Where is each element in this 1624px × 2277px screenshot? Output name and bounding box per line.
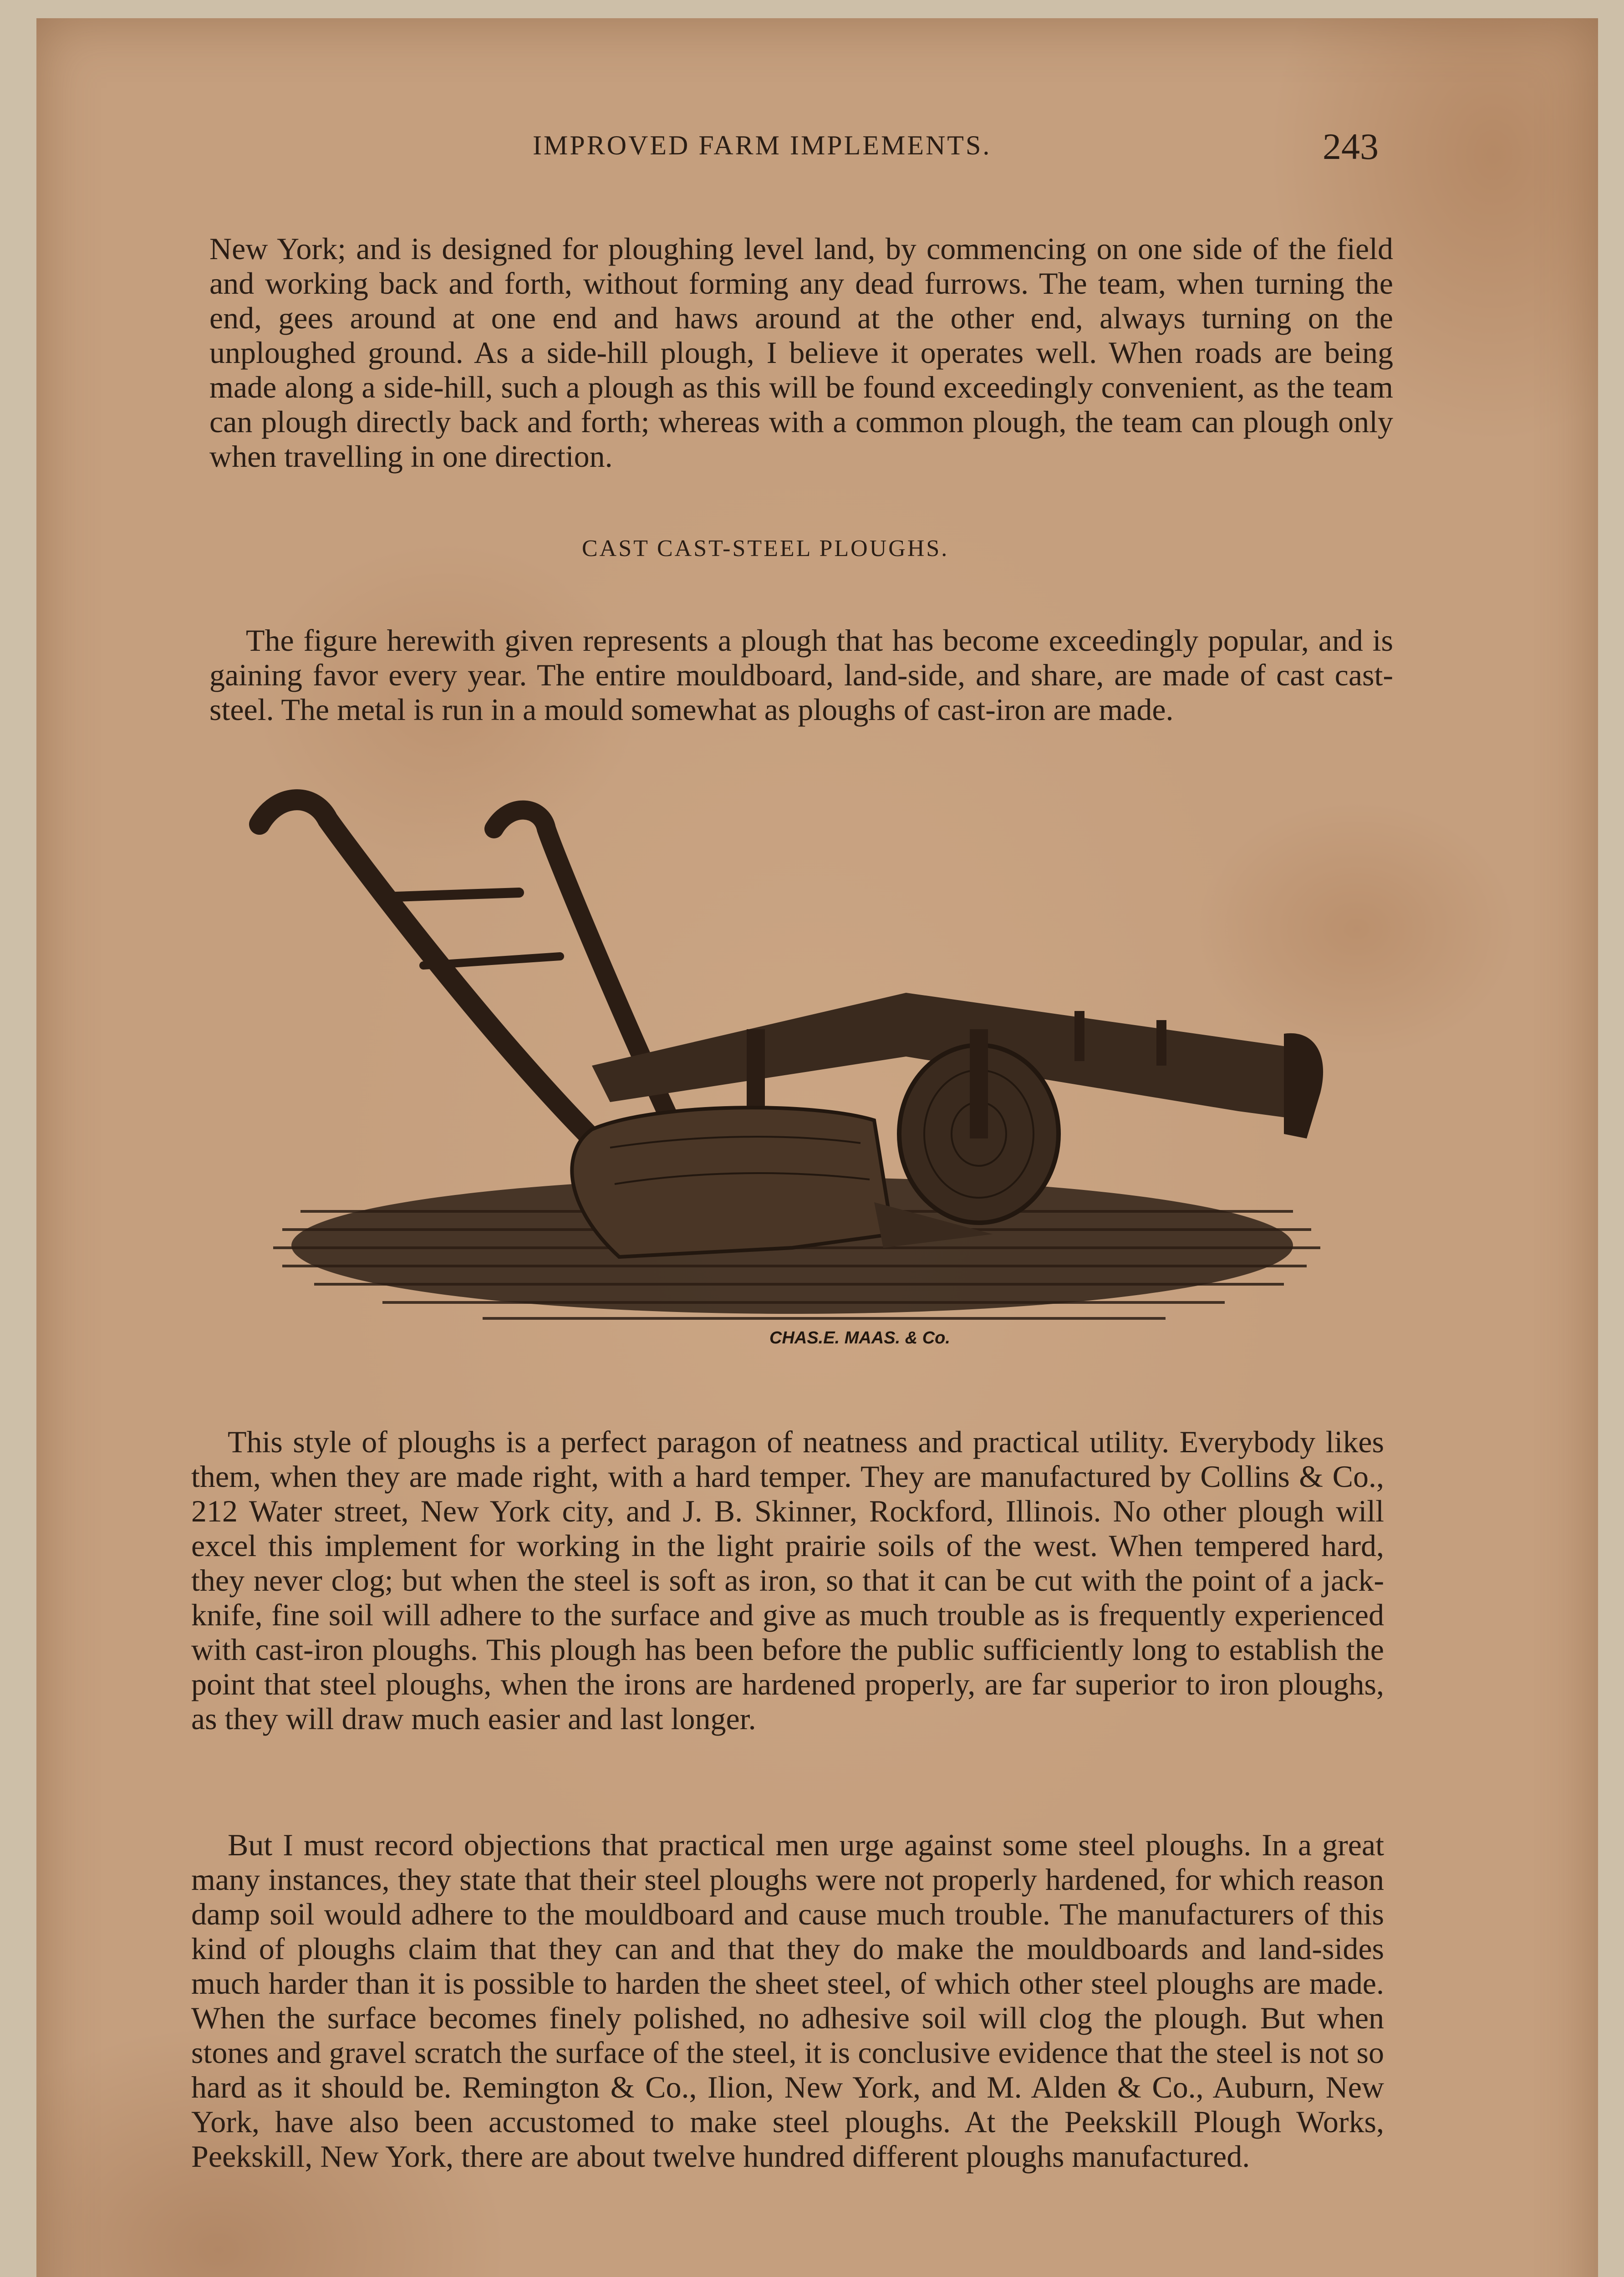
page-number: 243 bbox=[1323, 126, 1379, 167]
section-paragraph: The figure herewith given represents a plough that has become exceedingly popular, and is gaining favor every year. The entire mouldboard, land-side, and share, are made of cast cast-steel. The metal is run in a mould somewhat as ploughs of cast-iron are made. bbox=[209, 623, 1393, 727]
body-paragraph-2: But I must record objections that practical men urge against some steel ploughs. In a great many instances, they state that their steel ploughs were not properly hardened, for which reason damp soil would adhere to the mouldboard and cause much trouble. The manufacturers of this kind of ploughs claim that they can and that they do make the mouldboards and land-sides much harder than it is possible to harden the sheet steel, of which other steel ploughs are made. When the surface becomes finely polished, no adhesive soil will clog the plough. But when stones and gravel scratch the surface of the steel, it is conclusive evidence that the steel is not so hard as it should be. Remington & Co., Ilion, New York, and M. Alden & Co., Auburn, New York, have also been accustomed to make steel ploughs. At the Peekskill Plough Works, Peekskill, New York, there are about twelve hundred different ploughs manufactured. bbox=[191, 1828, 1384, 2174]
intro-paragraph: New York; and is designed for ploughing level land, by commencing on one side of the field and working back and forth, without forming any dead furrows. The team, when turning the end, gees around at one end and haws around at the other end, always turning on the unploughed ground. As a side-hill plough, I believe it operates well. When roads are being made along a side-hill, such a plough as this will be found exceedingly convenient, as the team can plough directly back and forth; whereas with a common plough, the team can plough only when travelling in one direction. bbox=[209, 231, 1393, 474]
engraver-credit: CHAS.E. MAAS. & Co. bbox=[769, 1328, 950, 1348]
body-paragraph-1: This style of ploughs is a perfect paragon of neatness and practical utility. Everybody likes them, when they are made right, with a hard temper. They are manufactured by Collins & Co., 212 Water street, New York city, and J. B. Skinner, Rockford, Illinois. No other plough will excel this implement for working in the light prairie soils of the west. When tempered hard, they never clog; but when the steel is soft as iron, so that it can be cut with the point of a jack-knife, fine soil will adhere to the surface and give as much trouble as is frequently experienced with cast-iron ploughs. This plough has been before the public sufficiently long to establish the point that steel ploughs, when the irons are hardened properly, are far superior to iron ploughs, as they will draw much easier and last longer. bbox=[191, 1424, 1384, 1736]
section-heading: CAST CAST-STEEL PLOUGHS. bbox=[582, 536, 949, 562]
plough-engraving bbox=[246, 774, 1357, 1366]
running-title: IMPROVED FARM IMPLEMENTS. bbox=[533, 130, 992, 160]
